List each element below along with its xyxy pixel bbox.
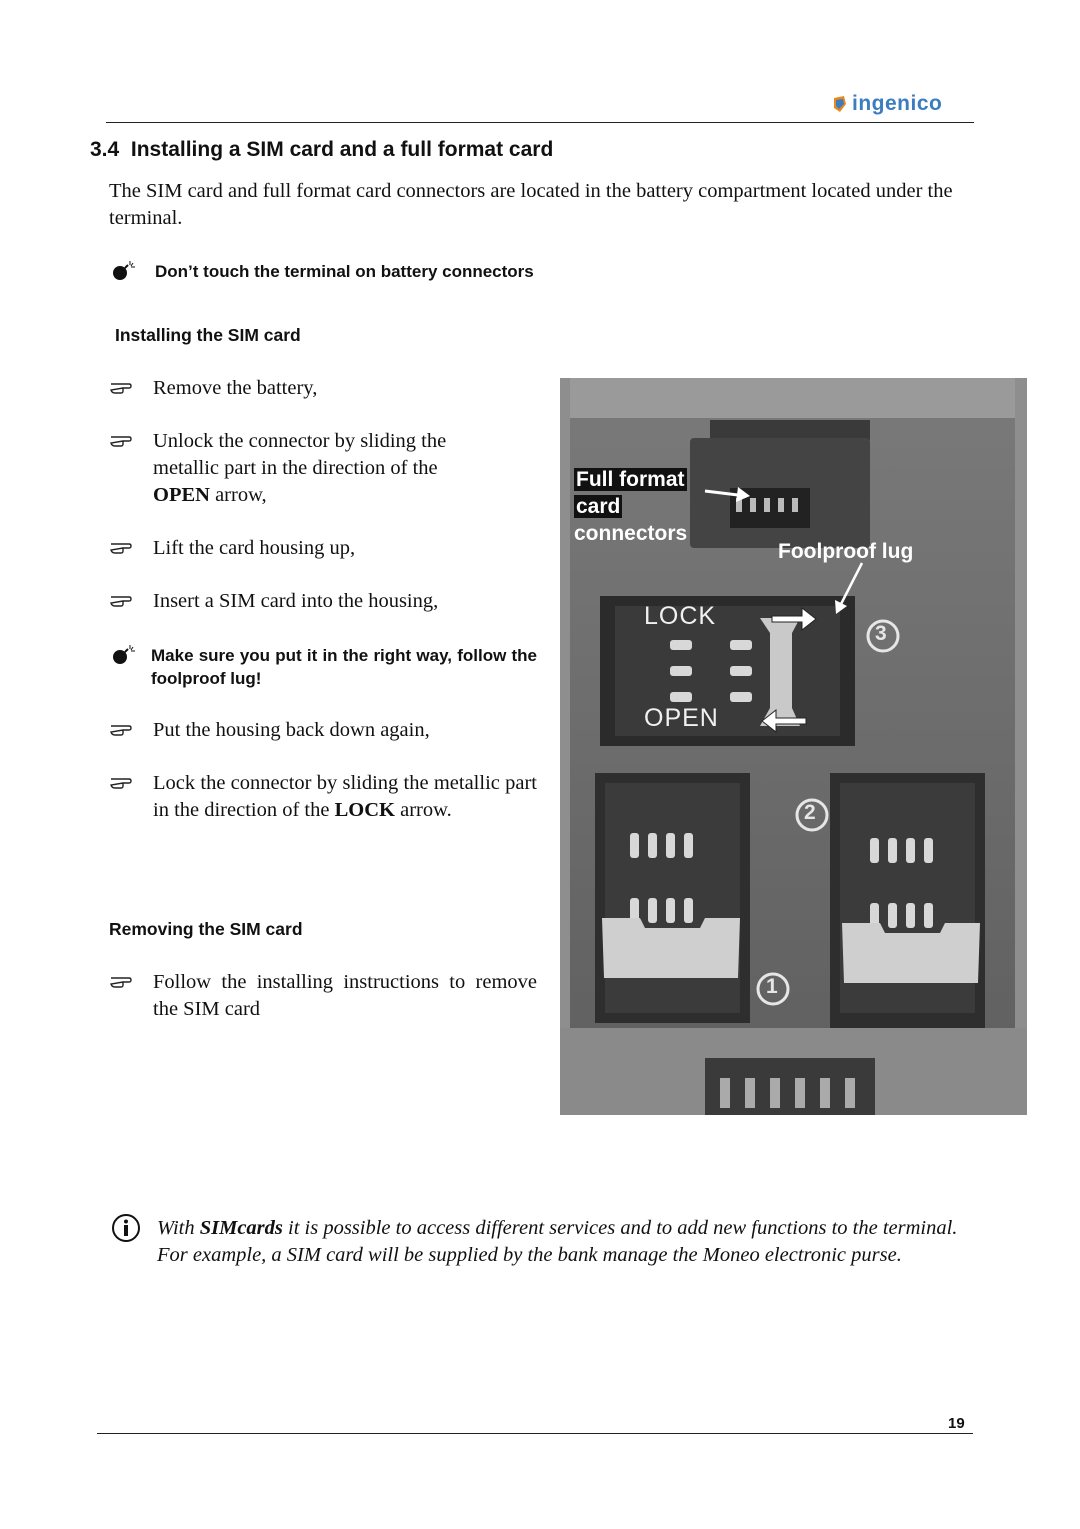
pointing-hand-icon — [109, 376, 133, 396]
ingenico-logo — [832, 92, 942, 116]
pointing-hand-icon — [109, 589, 133, 609]
foolproof-lug-label: Foolproof lug — [778, 540, 914, 563]
number-3: 3 — [875, 622, 887, 645]
section-title-text: Installing a SIM card and a full format card — [130, 138, 554, 161]
ingenico-mark-icon — [832, 94, 848, 114]
footer-rule — [97, 1433, 973, 1434]
lock-label: LOCK — [644, 602, 717, 630]
page-number: 19 — [948, 1415, 965, 1432]
remove-step-1: Follow the installing instructions to remove the SIM card — [109, 969, 537, 1023]
install-step-2: Unlock the connector by sliding the metallic part in the direction of the OPEN arrow, — [109, 428, 537, 509]
simcards-keyword: SIMcards — [199, 1217, 283, 1239]
battery-compartment-photo — [560, 378, 1027, 1115]
bomb-icon — [111, 644, 137, 666]
pointing-hand-icon — [109, 536, 133, 556]
pointing-hand-icon — [109, 771, 133, 791]
install-step-1: Remove the battery, — [109, 375, 537, 402]
header-rule — [106, 122, 974, 123]
removing-heading: Removing the SIM card — [109, 919, 303, 939]
warning-foolproof — [111, 644, 537, 690]
install-step-3: Lift the card housing up, — [109, 535, 537, 562]
install-step-6: Lock the connector by sliding the metallic part in the direction of the LOCK arrow. — [109, 770, 537, 824]
install-step-4: Insert a SIM card into the housing, — [109, 588, 537, 615]
info-note: With SIMcards it is possible to access different services and to add new functions to the terminal. For example, a SIM card will be supplied by the bank manage the Moneo electronic purse. — [157, 1217, 958, 1266]
lock-keyword: LOCK — [334, 799, 395, 821]
section-number: 3.4 — [90, 138, 120, 161]
install-step-5: Put the housing back down again, — [109, 717, 537, 744]
bomb-icon — [111, 260, 137, 282]
pointing-hand-icon — [109, 429, 133, 449]
open-keyword: OPEN — [153, 484, 210, 506]
open-label: OPEN — [644, 704, 719, 732]
pointing-hand-icon — [109, 718, 133, 738]
warning-top — [111, 260, 534, 283]
pointing-hand-icon — [109, 970, 133, 990]
section-title — [90, 138, 553, 162]
warning-foolproof-text: Make sure you put it in the right way, follow the foolproof lug! — [151, 646, 537, 688]
full-format-label: Full format card connectors — [574, 468, 688, 545]
intro-paragraph: The SIM card and full format card connectors are located in the battery compartment located under the terminal. — [109, 180, 953, 229]
warning-top-text: Don’t touch the terminal on battery connectors — [155, 262, 534, 281]
logo-text: ingenico — [852, 92, 943, 115]
installing-heading: Installing the SIM card — [115, 325, 301, 345]
number-1: 1 — [766, 975, 778, 998]
number-2: 2 — [804, 801, 816, 824]
